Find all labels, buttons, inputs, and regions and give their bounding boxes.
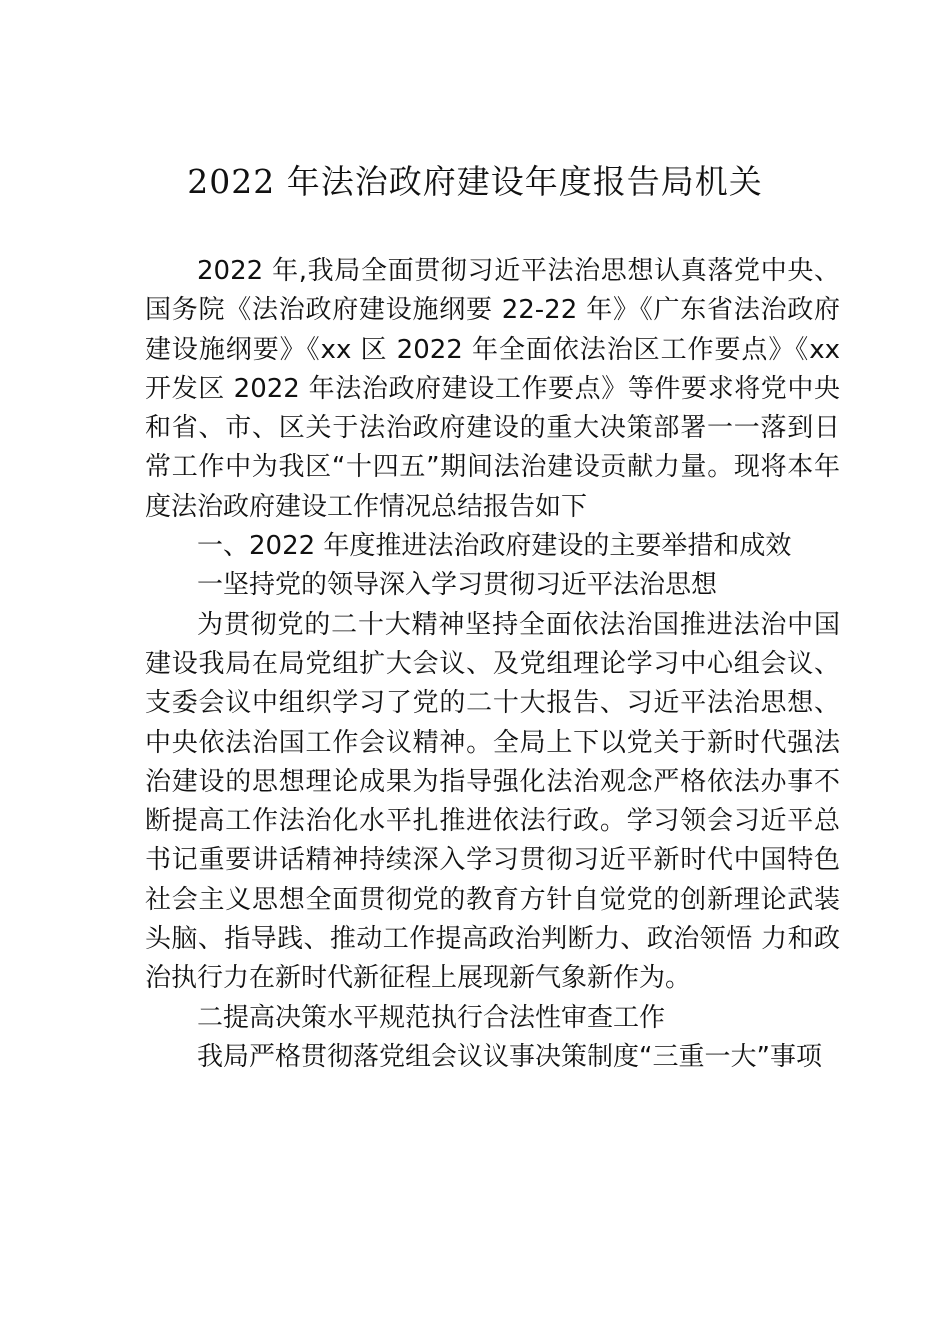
document-body (145, 252, 840, 1077)
body-paragraph-1: 为贯彻党的二十大精神坚持全面依法治国推进法治中国建设我局在局党组扩大会议、及党组理论学习中心组会议、支委会议中组织学习了党的二十大报告、习近平法治思想、中央依法治国工作会议精神。全局上下以党关于新时代强法治建设的思想理论成果为指导强化法治观念严格依法办事不断提高工作法治化水平扎推进依法行政。学习领会习近平总书记重要讲话精神持续深入学习贯彻习近平新时代中国特色社会主义思想全面贯彻党的教育方针自觉党的创新理论武装头脑、指导践、推动工作提高政治判断力、政治领悟 力和政治执行力在新时代新征程上展现新气象新作为。 (145, 609, 840, 994)
section-heading-1: 一、2022 年度推进法治政府建设的主要举措和成效 (197, 531, 792, 562)
document-title: 2022 年法治政府建设年度报告局机关 (187, 162, 763, 201)
subsection-heading-2: 二提高决策水平规范执行合法性审查工作 (197, 1002, 666, 1033)
intro-paragraph: 2022 年,我局全面贯彻习近平法治思想认真落党中央、国务院《法治政府建设施纲要 22-22 年》《广东省法治政府建设施纲要》《xx 区 2022 年全面依法治区工作要点》《xx 开发区 2022 年法治政府建设工作要点》等件要求将党中央和省、市、区关于法治政府建设的重大决策部署一一落到日常工作中为我区“十四五”期间法治建设贡献力量。现将本年度法治政府建设工作情况总结报告如下 (145, 256, 840, 522)
subsection-heading-1: 一坚持党的领导深入学习贯彻习近平法治思想 (197, 570, 718, 601)
body-paragraph-2: 我局严格贯彻落党组会议议事决策制度“三重一大”事项 (197, 1041, 822, 1072)
